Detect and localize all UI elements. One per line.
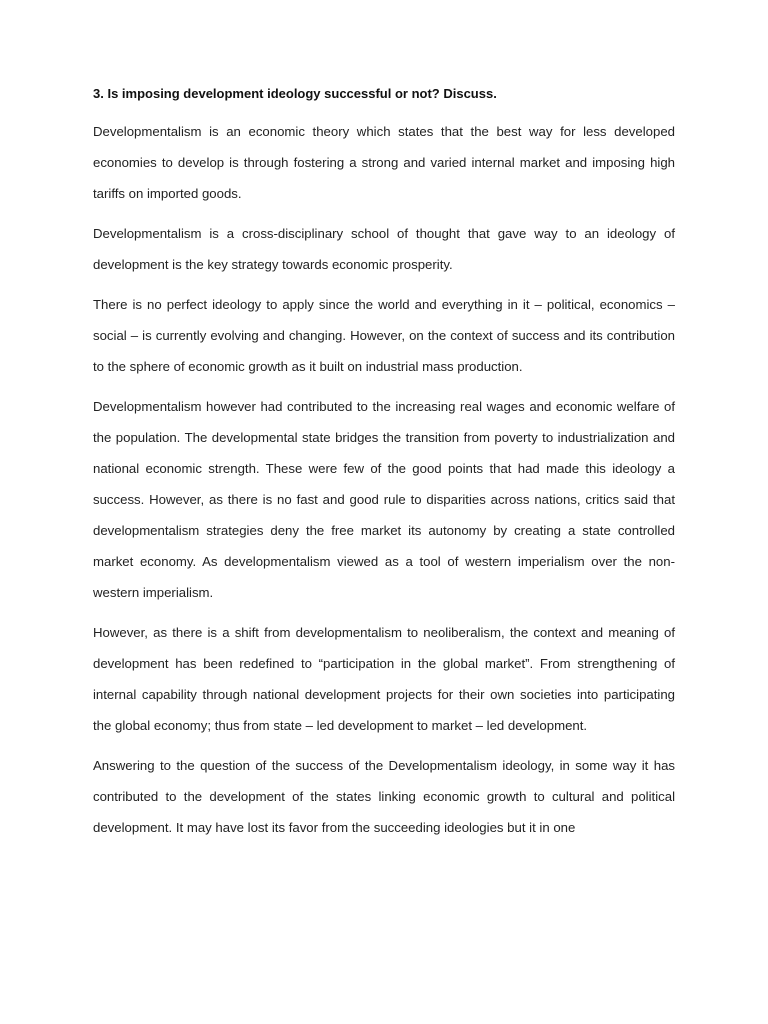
paragraph-no-perfect-ideology: There is no perfect ideology to apply since the world and everything in it – political, economics – social – is currently evolving and changing. However, on the context of success and its contribution to the sphere of economic growth as it built on industrial mass production. (93, 297, 675, 374)
question-heading: 3. Is imposing development ideology successful or not? Discuss. (93, 86, 497, 101)
paragraph-conclusion: Answering to the question of the success of the Developmentalism ideology, in some way it has contributed to the development of the states linking economic growth to cultural and political development. It may have lost its favor from the succeeding ideologies but it in one (93, 758, 675, 835)
paragraph-contributions-and-criticism: Developmentalism however had contributed to the increasing real wages and economic welfare of the population. The developmental state bridges the transition from poverty to industrialization and national economic strength. These were few of the good points that had made this ideology a success. However, as there is no fast and good rule to disparities across nations, critics said that developmentalism strategies deny the free market its autonomy by creating a state controlled market economy. As developmentalism viewed as a tool of western imperialism over the non-western imperialism. (93, 399, 675, 600)
paragraph-definition: Developmentalism is an economic theory which states that the best way for less developed economies to develop is through fostering a strong and varied internal market and imposing high tariffs on imported goods. (93, 124, 675, 201)
paragraph-neoliberal-shift: However, as there is a shift from developmentalism to neoliberalism, the context and meaning of development has been redefined to “participation in the global market”. From strengthening of internal capability through national development projects for their own societies into participating the global economy; thus from state – led development to market – led development. (93, 625, 675, 733)
paragraph-school-of-thought: Developmentalism is a cross-disciplinary school of thought that gave way to an ideology of development is the key strategy towards economic prosperity. (93, 226, 675, 272)
